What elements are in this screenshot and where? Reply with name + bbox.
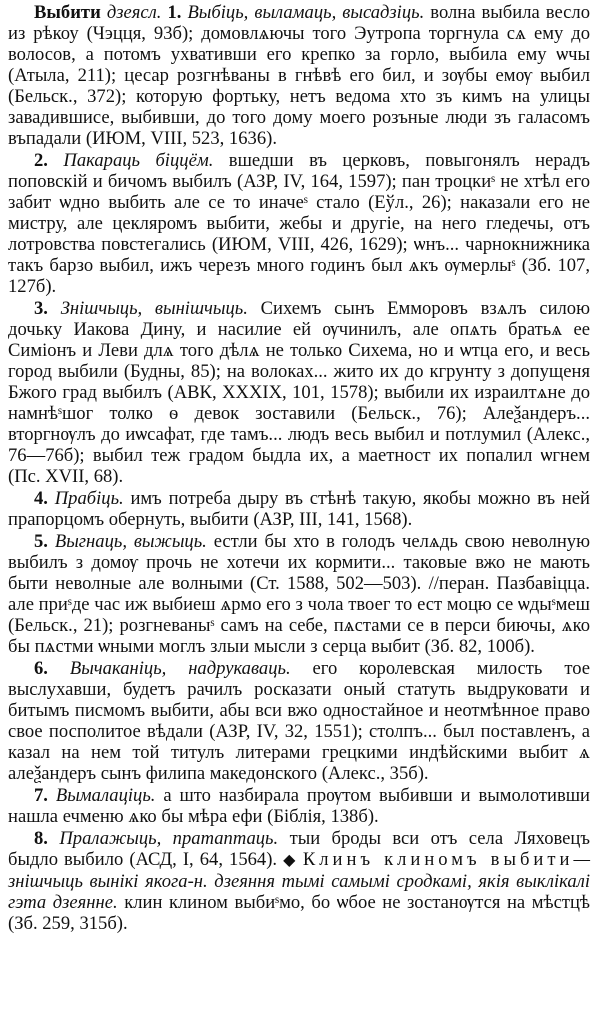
sense-number: 5. (34, 531, 48, 552)
sense-gloss: Вымалаціць. (55, 785, 156, 806)
phraseme-gloss: —знішчыць вынікі якога-н. дзеяння тымі самымі сродкамі, якія выклікалі гэта дзеянне. (8, 849, 590, 913)
phraseme-text: клин клином выбиˢмо, бо ѡбое не зостанѹтся на мѣстцѣ (Зб. 259, 315б). (8, 892, 590, 934)
sense-6 (8, 658, 590, 784)
sense-gloss: Вычаканіць, надрукаваць. (69, 658, 291, 679)
sense-gloss: Знішчыць, вынішчыць. (60, 298, 248, 319)
phraseme: Клинъ клиномъ выбити (302, 849, 574, 870)
sense-gloss: Прабіць. (54, 488, 124, 509)
sense-1 (8, 2, 590, 149)
sense-7 (8, 785, 590, 827)
part-of-speech: дзеясл. (106, 2, 162, 23)
sense-number: 6. (34, 658, 48, 679)
sense-5 (8, 531, 590, 657)
sense-text: волна выбила весло из рѣкоу (Чэцця, 93б); домовлѧючы того Эутропа торгнула сѧ ему до волосов, а потомъ ухвативши его крепко за горло, выбила ему ѡчы (Атыла, 211); цесар розгнѣваны в гнѣвѣ его бил, и зѹбы емѹ выбил (Бельск., 372); которую фортьку, нетъ ведома хто зъ кимъ на улицы завадившисе, выбивши, до того дому моего розъные люди зъ галасомъ въпадали (ИЮМ, VIII, 523, 1636). (8, 2, 590, 149)
sense-text: тыи броды вси отъ села Ляховецъ быдло выбило (АСД, I, 64, 1564). (8, 828, 590, 870)
sense-text: вшедши въ церковъ, повыгонялъ нерадъ поповскій и бичомъ выбилъ (АЗР, IV, 164, 1597); пан троцкиˢ не хтѣл его забит ѡдно выбить але се то иначеˢ стало (Еўл., 26); наказали его не мистру, але цекляромъ выбити, жебы и другіе, на него гледечы, отъ лотровства повстегались (ИЮМ, VIII, 426, 1629); ѡнъ... чарнокнижника такъ барзо выбил, ижъ черезъ много годинъ был ѧкъ ѹмерлыˢ (Зб. 107, 127б). (8, 150, 590, 297)
headword: Выбити (34, 2, 101, 23)
sense-text: естли бы хто в голодъ челѧдь свою неволную выбилъ з домѹ прочь не хотечи их кормити... таковые вжо не мають быти неволные але волными (Ст. 1588, 502—503). //перан. Пазбавіцца. але приˢде час иж выбиеш ѧрмо его з чола твоег то ест моцю се ѡдыˢмеш (Бельск., 21); розгневаныˢ самъ на себе, пѧстами се в перси биючы, ѧко бы пѧстми ѡными моглъ злыи мысли з серца выбит (Зб. 82, 100б). (8, 531, 590, 657)
sense-number: 3. (34, 298, 48, 319)
sense-text: имъ потреба дыру въ стѣнѣ такую, якобы можно въ ней прапорцомъ обернуть, выбити (АЗР, III, 141, 1568). (8, 488, 590, 530)
sense-number: 2. (34, 150, 48, 171)
sense-text: а што назбирала прѹтом выбивши и вымолотивши нашла ечменю ѧко бы мѣра ефи (Біблія, 138б). (8, 785, 590, 827)
sense-3 (8, 298, 590, 487)
sense-2 (8, 150, 590, 297)
sense-number: 1. (167, 2, 182, 23)
sense-gloss: Пралажыць, пратаптаць. (59, 828, 279, 849)
sense-gloss: Пакараць біццём. (63, 150, 214, 171)
sense-4 (8, 488, 590, 530)
sense-gloss: Выбіць, выламаць, высадзіць. (187, 2, 425, 23)
diamond-icon: ◆ (283, 852, 297, 869)
sense-8 (8, 828, 590, 934)
sense-gloss: Выгнаць, выжыць. (54, 531, 207, 552)
sense-number: 8. (34, 828, 48, 849)
sense-text: его королевская милость тое выслухавши, будетъ рачилъ росказати оный статуть выдруковати и битымъ писмомъ выбити, абы вси вжо одностайное и неотмѣнное право свое посполитое вѣдали (АЗР, IV, 32, 1551); столпъ... был поставленъ, а казал на нем той титулъ литерами грецкими индѣйскими выбит ѧ алеѯандеръ сынъ филипа македонского (Алекс., 35б). (8, 658, 590, 784)
sense-number: 4. (34, 488, 48, 509)
sense-text: Сихемъ сынъ Емморовъ взѧлъ силою дочьку Иакова Дину, и насилие ей ѹчинилъ, але опѧть братьѧ ее Симіонъ и Леви длѧ того дѣлѧ не только Сихема, но и ѡтца его, и весь город выбили (Будны, 85); на волоках... жито их до кгрунту з допущеня Бжого град выбилъ (АВК, XXXIX, 101, 1578); выбили их израилтѧне до намнѣˢшог толко ѳ девок зоставили (Бельск., 76); Алеѯандеръ... вторгнѹлъ до иѡсафат, где тамъ... людъ весь выбил и потлумил (Алекс., 76—76б); выбил теж градом быдла их, а маетност их попалил ѡгнем (Пс. XVII, 68). (8, 298, 590, 487)
sense-number: 7. (34, 785, 48, 806)
